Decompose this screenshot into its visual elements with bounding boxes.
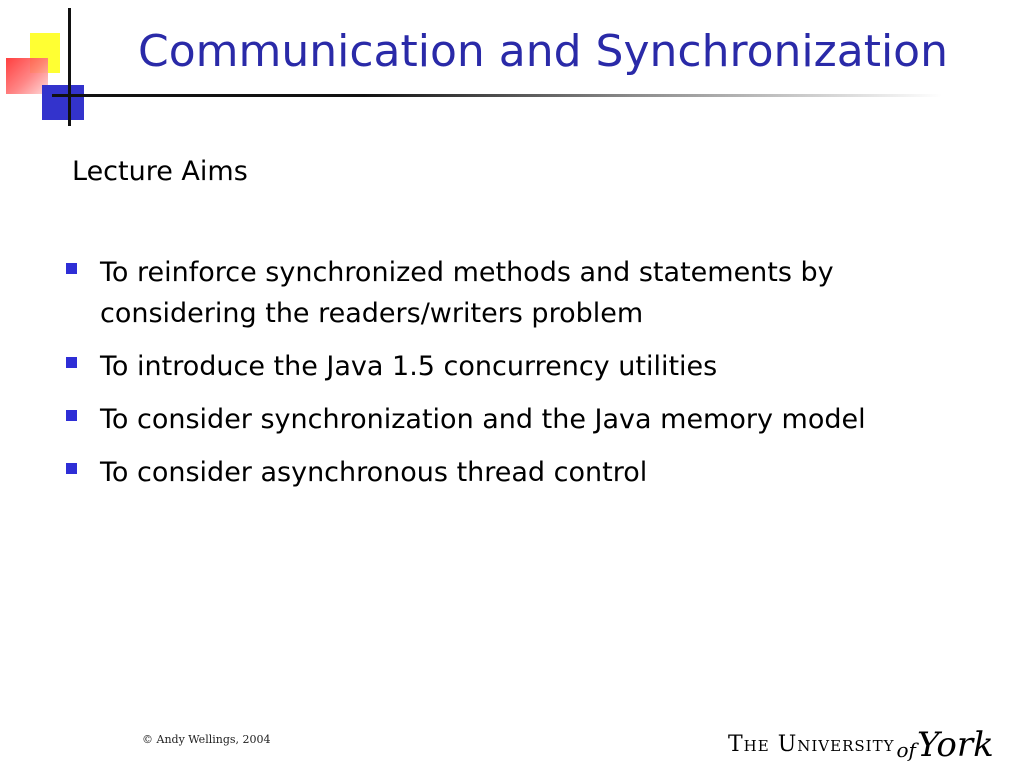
bullet-item (64, 252, 974, 334)
logo-of-text: of (896, 738, 916, 762)
section-heading: Lecture Aims (72, 156, 248, 187)
university-of-york-logo (728, 722, 994, 765)
bullet-text: To consider asynchronous thread control (100, 457, 648, 488)
logo-university-text: The University (728, 732, 895, 757)
bullet-list (64, 252, 974, 505)
bullet-text: To consider synchronization and the Java memory model (100, 404, 866, 435)
slide-title: Communication and Synchronization (138, 26, 948, 77)
bullet-text-continuation: considering the readers/writers problem (100, 298, 644, 329)
bullet-item (64, 452, 974, 493)
square-bullet-icon (66, 463, 77, 474)
bullet-text: To reinforce synchronized methods and statements by (100, 257, 834, 288)
logo-york-text: York (916, 725, 994, 765)
square-bullet-icon (66, 357, 77, 368)
corner-decoration (0, 0, 100, 140)
copyright-notice: © Andy Wellings, 2004 (142, 733, 271, 746)
bullet-item (64, 346, 974, 387)
vertical-rule (68, 8, 71, 126)
bullet-item (64, 399, 974, 440)
bullet-text: To introduce the Java 1.5 concurrency utilities (100, 351, 718, 382)
square-bullet-icon (66, 410, 77, 421)
blue-square-decoration (42, 85, 84, 120)
title-underline-rule (52, 94, 942, 97)
square-bullet-icon (66, 263, 77, 274)
